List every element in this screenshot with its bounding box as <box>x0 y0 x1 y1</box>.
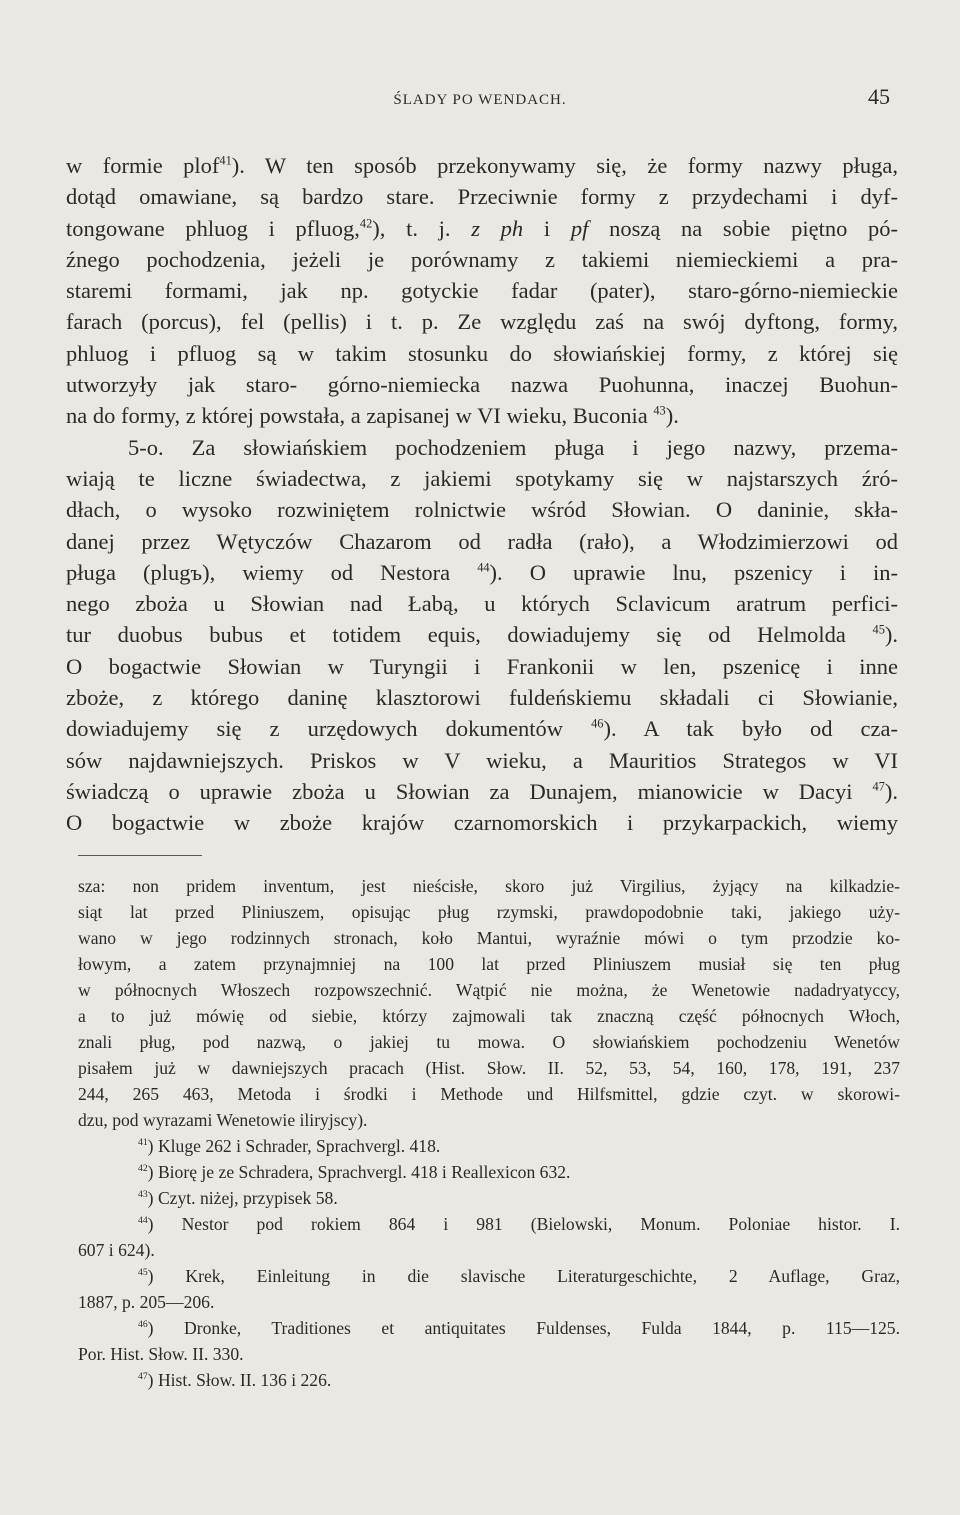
footnote-ref[interactable]: 45 <box>872 622 885 637</box>
text-line: tongowane phluog i pfluog,$^{42}$), t. j. z ph i pf noszą na sobie piętno pó- <box>66 215 899 241</box>
text-line: wiają te liczne świadectwa, z jakiemi spotykamy się w najstarszych źró- <box>66 465 898 491</box>
footnote-line: siąt lat przed Pliniuszem, opisując pług rzymski, prawdopodobnie taki, jakiego uży- <box>78 902 900 922</box>
footnote-line: Por. Hist. Słow. II. 330. <box>78 1344 244 1364</box>
text-line: w formie plof$^{41}$). W ten sposób przekonywamy się, że formy nazwy pługa, <box>66 153 898 178</box>
text-line: O bogactwie w zboże krajów czarnomorskich i przykarpackich, wiemy <box>66 810 898 836</box>
footnote-ref[interactable]: 43 <box>653 403 666 418</box>
running-title: ŚLADY PO WENDACH. <box>393 92 567 108</box>
page-header <box>70 84 890 114</box>
text-line: utworzyły jak staro- górno-niemiecka nazwa Puohunna, inaczej Buohun- <box>66 372 898 398</box>
footnote-line: łowym, a zatem przynajmniej na 100 lat przed Pliniuszem musiał się ten pług <box>78 954 900 974</box>
text-line: phluog i pfluog są w takim stosunku do słowiańskiej formy, z której się <box>66 340 898 366</box>
text-line: 5-o. Za słowiańskiem pochodzeniem pługa i jego nazwy, przema- <box>128 434 898 460</box>
footnote-line: pisałem już w dawniejszych pracach (Hist. Słow. II. 52, 53, 54, 160, 178, 191, 237 <box>78 1058 900 1078</box>
page-number: 45 <box>868 84 890 109</box>
footnote-42: $^{42}$) Biorę je ze Schradera, Sprachvergl. 418 i Reallexicon 632. <box>138 1162 571 1182</box>
text-line: farach (porcus), fel (pellis) i t. p. Ze względu zaś na swój dyftong, formy, <box>66 309 898 335</box>
text-line: tur duobus bubus et totidem equis, dowiadujemy się od Helmolda $^{45}$). <box>66 622 899 648</box>
footnote-47: $^{47}$) Hist. Słow. II. 136 i 226. <box>138 1370 332 1390</box>
text-line: dowiadujemy się z urzędowych dokumentów $^{46}$). A tak było od cza- <box>66 716 898 742</box>
footnote-line: wano w jego rodzinnych stronach, koło Mantui, wyraźnie mówi o tym przodzie ko- <box>78 928 900 948</box>
footnote-ref[interactable]: 41 <box>219 153 232 168</box>
text-line: staremi formami, jak np. gotyckie fadar (pater), staro-górno-niemieckie <box>66 278 898 304</box>
footnote-ref[interactable]: 42 <box>359 215 373 230</box>
footnote-41: $^{41}$) Kluge 262 i Schrader, Sprachvergl. 418. <box>138 1136 441 1156</box>
footnote-separator <box>78 855 202 856</box>
footnote-line: 1887, p. 205—206. <box>78 1292 215 1312</box>
text-line: nego zboża u Słowian nad Łabą, u których Sclavicum aratrum perfici- <box>66 591 898 617</box>
main-text <box>66 150 898 839</box>
text-line: sów najdawniejszych. Priskos w V wieku, a Mauritios Strategos w VI <box>66 747 898 773</box>
text-line: źnego pochodzenia, jeżeli je porównamy z takiemi niemieckiemi a pra- <box>66 246 898 272</box>
footnote-46: $^{46}$) Dronke, Traditiones et antiquitates Fuldenses, Fulda 1844, p. 115—125. <box>138 1318 900 1338</box>
footnote-43: $^{43}$) Czyt. niżej, przypisek 58. <box>138 1188 338 1208</box>
footnote-ref[interactable]: 44 <box>477 560 490 575</box>
text-line: danej przez Wętyczów Chazarom od radła (rało), a Włodzimierzowi od <box>66 528 898 554</box>
footnote-line: 244, 265 463, Metoda i środki i Methode und Hilfsmittel, gdzie czyt. w skorowi- <box>78 1084 900 1104</box>
footnote-line: w północnych Włoszech rozpowszechnić. Wątpić nie można, że Wenetowie nadadryatyccy, <box>78 980 900 1000</box>
footnote-ref[interactable]: 47 <box>872 779 885 794</box>
footnote-line: dzu, pod wyrazami Wenetowie iliryjscy). <box>78 1110 368 1130</box>
text-line: na do formy, z której powstała, a zapisanej w VI wieku, Buconia $^{43}$). <box>66 403 679 429</box>
text-line: pługa (plugъ), wiemy od Nestora $^{44}$). O uprawie lnu, pszenicy i in- <box>66 559 898 585</box>
footnote-line: sza: non pridem inventum, jest nieścisłe, skoro już Virgilius, żyjący na kilkadzie- <box>78 876 900 896</box>
footnote-line: a to już mówię od siebie, którzy zajmowali tak znaczną część północnych Włoch, <box>78 1006 900 1026</box>
footnotes <box>78 873 900 1393</box>
text-line: świadczą o uprawie zboża u Słowian za Dunajem, mianowicie w Dacyi $^{47}$). <box>66 778 899 804</box>
footnote-44: $^{44}$) Nestor pod rokiem 864 i 981 (Bielowski, Monum. Poloniae histor. I. <box>138 1214 900 1234</box>
footnote-ref[interactable]: 46 <box>591 716 604 731</box>
text-line: O bogactwie Słowian w Turyngii i Frankonii w len, pszenicę i inne <box>66 653 898 679</box>
text-line: zboże, z którego daninę klasztorowi fuldeńskiemu składali ci Słowianie, <box>66 685 898 711</box>
text-line: dłach, o wysoko rozwiniętem rolnictwie wśród Słowian. O daninie, skła- <box>66 497 898 523</box>
footnote-line: znali pług, pod nazwą, o jakiej tu mowa. O słowiańskiem pochodzeniu Wenetów <box>78 1032 900 1052</box>
footnote-45: $^{45}$) Krek, Einleitung in die slavische Literaturgeschichte, 2 Auflage, Graz, <box>138 1266 900 1286</box>
text-line: dotąd omawiane, są bardzo stare. Przeciwnie formy z przydechami i dyf- <box>66 184 898 210</box>
footnote-line: 607 i 624). <box>78 1240 155 1260</box>
